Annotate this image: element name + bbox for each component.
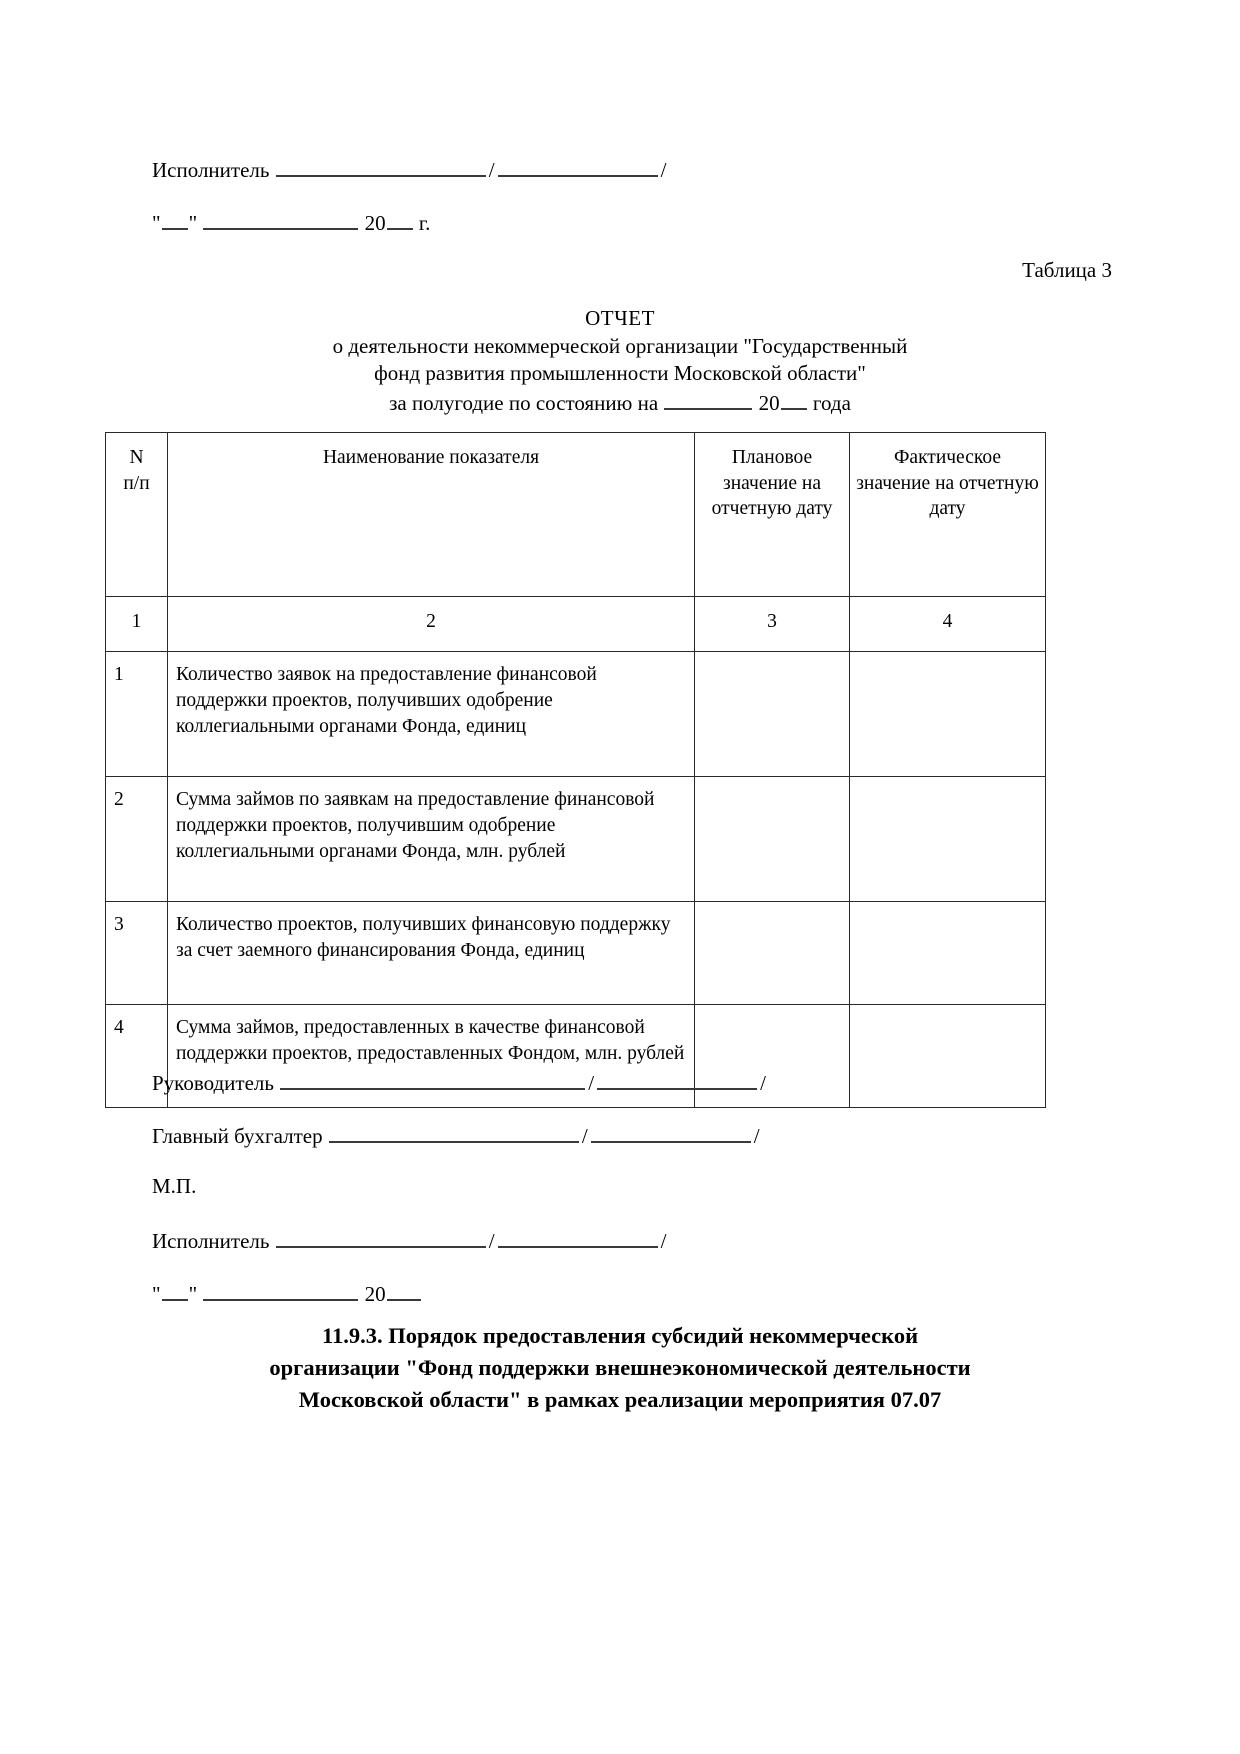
head-slash-2: / — [760, 1070, 766, 1095]
header-cell-fact: Фактическое значение на отчетную дату — [850, 433, 1046, 597]
bottom-date-year-blank[interactable] — [387, 1279, 421, 1301]
row-number: 4 — [106, 1004, 168, 1107]
head-name-blank[interactable] — [280, 1068, 585, 1090]
stamp-label: М.П. — [152, 1174, 197, 1199]
header-cell-plan: Плановое значение на отчетную дату — [695, 433, 850, 597]
report-table-head — [106, 433, 1046, 652]
top-date-quote-open: " — [152, 211, 161, 236]
top-date-month-blank[interactable] — [203, 208, 358, 230]
report-title-line-1: ОТЧЕТ — [585, 306, 655, 330]
bottom-executor-row — [152, 1226, 768, 1253]
table-column-number-row — [106, 597, 1046, 652]
bottom-executor-label: Исполнитель — [152, 1229, 270, 1254]
report-period-date-blank[interactable] — [664, 388, 752, 410]
head-label: Руководитель — [152, 1070, 274, 1095]
table-row — [106, 776, 1046, 901]
header-number-line-2: п/п — [123, 473, 150, 495]
row-number: 1 — [106, 651, 168, 776]
report-period-year-blank[interactable] — [781, 388, 807, 410]
column-number-1: 1 — [106, 597, 168, 652]
top-executor-slash-2: / — [660, 157, 667, 182]
row-plan-value[interactable] — [695, 651, 850, 776]
report-period-suffix: года — [812, 391, 851, 416]
report-title-line-3: фонд развития промышленности Московской области" — [374, 361, 866, 386]
bottom-executor-signature-blank[interactable] — [498, 1226, 658, 1248]
top-date-day-blank[interactable] — [162, 208, 188, 230]
row-fact-value[interactable] — [850, 1004, 1046, 1107]
header-cell-number — [106, 433, 168, 597]
accountant-signature-blank[interactable] — [591, 1121, 751, 1143]
report-title-line-2: о деятельности некоммерческой организации "Государственный — [332, 333, 908, 358]
table-label: Таблица 3 — [1022, 258, 1112, 282]
head-signature-row — [152, 1068, 768, 1095]
top-signature-block — [152, 155, 668, 235]
column-number-3: 3 — [695, 597, 850, 652]
top-date-year-prefix: 20 — [364, 211, 386, 236]
bottom-date-quote-close: " — [188, 1282, 198, 1307]
row-fact-value[interactable] — [850, 901, 1046, 1004]
row-indicator-name: Сумма займов по заявкам на предоставление финансовой поддержки проектов, получившим одобрение коллегиальными органами Фонда, млн. рублей — [168, 776, 695, 901]
bottom-date-row — [152, 1279, 768, 1306]
report-title-line-4 — [0, 388, 1240, 415]
report-period-prefix: за полугодие по состоянию на — [389, 391, 659, 416]
top-executor-row — [152, 155, 668, 182]
top-executor-name-blank[interactable] — [276, 155, 486, 177]
row-number: 2 — [106, 776, 168, 901]
top-executor-slash-1: / — [488, 157, 495, 182]
header-number-line-1: N — [129, 447, 144, 468]
bottom-signature-block — [152, 1068, 768, 1306]
top-date-year-blank[interactable] — [387, 208, 413, 230]
row-plan-value[interactable] — [695, 776, 850, 901]
accountant-name-blank[interactable] — [329, 1121, 579, 1143]
bottom-date-quote-open: " — [152, 1282, 161, 1307]
report-title-block — [0, 305, 1240, 415]
report-period-year: 20 — [758, 391, 780, 416]
table-header-row — [106, 433, 1046, 597]
bottom-executor-name-blank[interactable] — [276, 1226, 486, 1248]
column-number-4: 4 — [850, 597, 1046, 652]
bottom-executor-slash-2: / — [660, 1229, 667, 1254]
accountant-slash-1: / — [581, 1124, 588, 1149]
row-indicator-name: Количество проектов, получивших финансовую поддержку за счет заемного финансирования Фонда, единиц — [168, 901, 695, 1004]
head-slash-1: / — [588, 1070, 595, 1095]
top-executor-label: Исполнитель — [152, 157, 270, 182]
accountant-slash-2: / — [753, 1124, 760, 1149]
top-date-suffix: г. — [418, 211, 431, 236]
closing-heading-line-3: Московской области" в рамках реализации мероприятия 07.07 — [298, 1386, 942, 1412]
closing-heading — [150, 1320, 1090, 1416]
report-table — [105, 432, 1046, 1108]
top-date-quote-close: " — [188, 211, 198, 236]
table-row — [106, 901, 1046, 1004]
table-row — [106, 651, 1046, 776]
top-date-row — [152, 208, 668, 235]
bottom-date-day-blank[interactable] — [162, 1279, 188, 1301]
bottom-date-month-blank[interactable] — [203, 1279, 358, 1301]
bottom-executor-slash-1: / — [488, 1229, 495, 1254]
accountant-signature-row — [152, 1121, 768, 1148]
column-number-2: 2 — [168, 597, 695, 652]
row-fact-value[interactable] — [850, 776, 1046, 901]
row-number: 3 — [106, 901, 168, 1004]
report-table-body — [106, 651, 1046, 1107]
row-indicator-name: Сумма займов, предоставленных в качестве финансовой поддержки проектов, предоставленных Фондом, млн. рублей — [168, 1004, 695, 1107]
top-executor-signature-blank[interactable] — [498, 155, 658, 177]
row-plan-value[interactable] — [695, 901, 850, 1004]
head-signature-blank[interactable] — [597, 1068, 757, 1090]
accountant-label: Главный бухгалтер — [152, 1124, 323, 1149]
bottom-date-year-prefix: 20 — [364, 1282, 386, 1307]
row-indicator-name: Количество заявок на предоставление финансовой поддержки проектов, получивших одобрение коллегиальными органами Фонда, единиц — [168, 651, 695, 776]
row-fact-value[interactable] — [850, 651, 1046, 776]
closing-heading-line-2: организации "Фонд поддержки внешнеэкономической деятельности — [269, 1354, 971, 1380]
header-cell-name: Наименование показателя — [168, 433, 695, 597]
closing-heading-line-1: 11.9.3. Порядок предоставления субсидий некоммерческой — [321, 1323, 919, 1348]
